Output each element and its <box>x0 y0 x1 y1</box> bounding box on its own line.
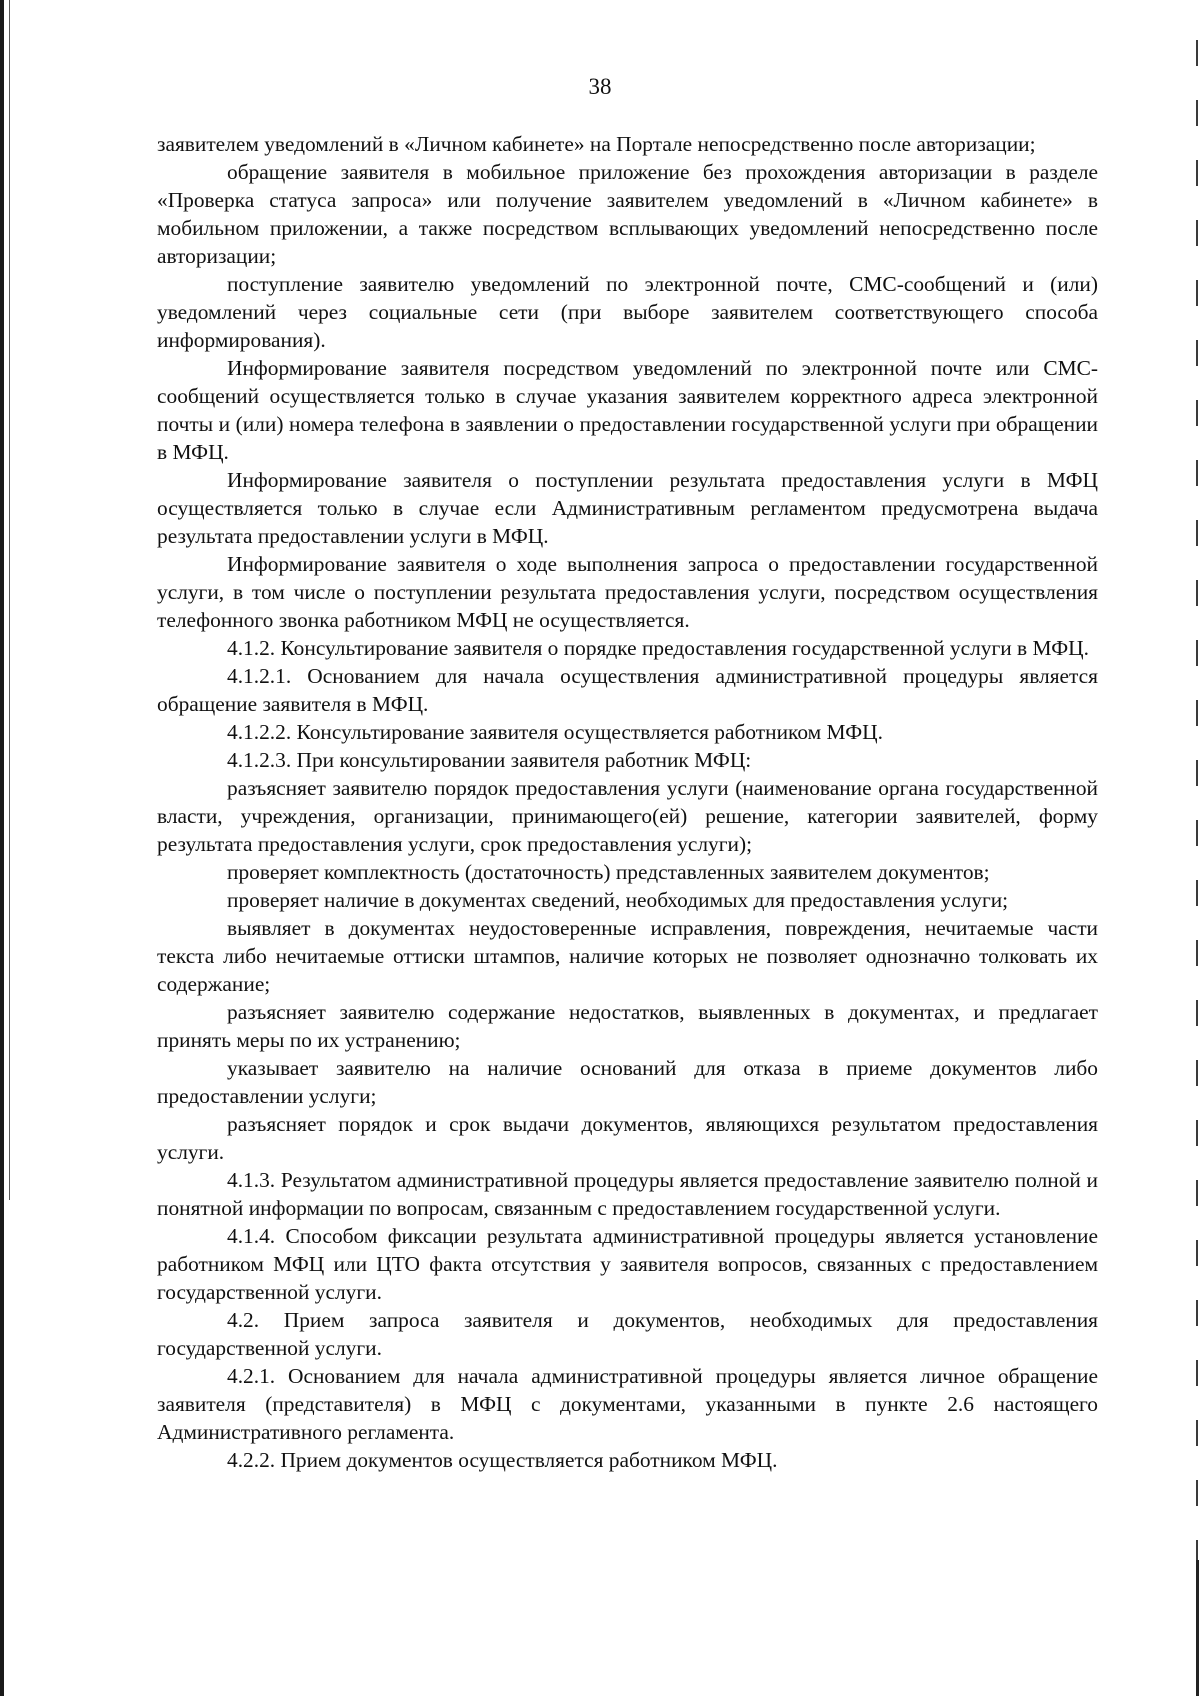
paragraph: 4.2.2. Прием документов осуществляется работником МФЦ. <box>227 1448 778 1472</box>
paragraph: поступление заявителю уведомлений по электронной почте, СМС-сообщений и (или) уведомлений через социальные сети (при выборе заявителем соответствующего способа информирования). <box>157 272 1098 352</box>
page-number: 38 <box>588 74 612 99</box>
document-body <box>157 130 1098 1474</box>
paragraph: обращение заявителя в мобильное приложение без прохождения авторизации в разделе «Проверка статуса запроса» или получение заявителем уведомлений в «Личном кабинете» в мобильном приложении, а также посредством всплывающих уведомлений непосредственно после авторизации; <box>157 160 1098 268</box>
scan-edge-right-bottom <box>1196 1560 1199 1696</box>
list-item: проверяет комплектность (достаточность) представленных заявителем документов; <box>227 860 990 884</box>
list-item: разъясняет заявителю содержание недостатков, выявленных в документах, и предлагает принять меры по их устранению; <box>157 1000 1098 1052</box>
scan-edge-left <box>0 0 4 1696</box>
scan-edge-line <box>9 0 10 1200</box>
paragraph: 4.1.4. Способом фиксации результата административной процедуры является установление работником МФЦ или ЦТО факта отсутствия у заявителя вопросов, связанных с предоставлением государственной услуги. <box>157 1224 1098 1304</box>
paragraph: 4.2.1. Основанием для начала административной процедуры является личное обращение заявителя (представителя) в МФЦ с документами, указанными в пункте 2.6 настоящего Административного регламента. <box>157 1364 1098 1444</box>
list-item: указывает заявителю на наличие оснований для отказа в приеме документов либо предоставлении услуги; <box>157 1056 1098 1108</box>
section-heading: 4.1.2. Консультирование заявителя о порядке предоставления государственной услуги в МФЦ. <box>227 636 1089 660</box>
paragraph: 4.1.3. Результатом административной процедуры является предоставление заявителю полной и понятной информации по вопросам, связанным с предоставлением государственной услуги. <box>157 1168 1098 1220</box>
paragraph: 4.1.2.3. При консультировании заявителя работник МФЦ: <box>227 748 752 772</box>
paragraph: Информирование заявителя о поступлении результата предоставления услуги в МФЦ осуществляется только в случае если Административным регламентом предусмотрена выдача результата предоставлении услуги в МФЦ. <box>157 468 1098 548</box>
paragraph: Информирование заявителя посредством уведомлений по электронной почте или СМС-сообщений осуществляется только в случае указания заявителем корректного адреса электронной почты и (или) номера телефона в заявлении о предоставлении государственной услуги при обращении в МФЦ. <box>157 356 1098 464</box>
list-item: разъясняет порядок и срок выдачи документов, являющихся результатом предоставления услуги. <box>157 1112 1098 1164</box>
paragraph: 4.1.2.2. Консультирование заявителя осуществляется работником МФЦ. <box>227 720 883 744</box>
scan-edge-right <box>1196 40 1198 1680</box>
paragraph: Информирование заявителя о ходе выполнения запроса о предоставлении государственной услуги, в том числе о поступлении результата предоставления услуги, посредством осуществления телефонного звонка работником МФЦ не осуществляется. <box>157 552 1098 632</box>
paragraph: заявителем уведомлений в «Личном кабинете» на Портале непосредственно после авторизации; <box>157 132 1036 156</box>
list-item: выявляет в документах неудостоверенные исправления, повреждения, нечитаемые части текста либо нечитаемые оттиски штампов, наличие которых не позволяет однозначно толковать их содержание; <box>157 916 1098 996</box>
list-item: проверяет наличие в документах сведений, необходимых для предоставления услуги; <box>227 888 1009 912</box>
section-heading: 4.2. Прием запроса заявителя и документов, необходимых для предоставления государственной услуги. <box>157 1308 1098 1360</box>
paragraph: 4.1.2.1. Основанием для начала осуществления административной процедуры является обращение заявителя в МФЦ. <box>157 664 1098 716</box>
list-item: разъясняет заявителю порядок предоставления услуги (наименование органа государственной власти, учреждения, организации, принимающего(ей) решение, категории заявителей, форму результата предоставления услуги, срок предоставления услуги); <box>157 776 1098 856</box>
